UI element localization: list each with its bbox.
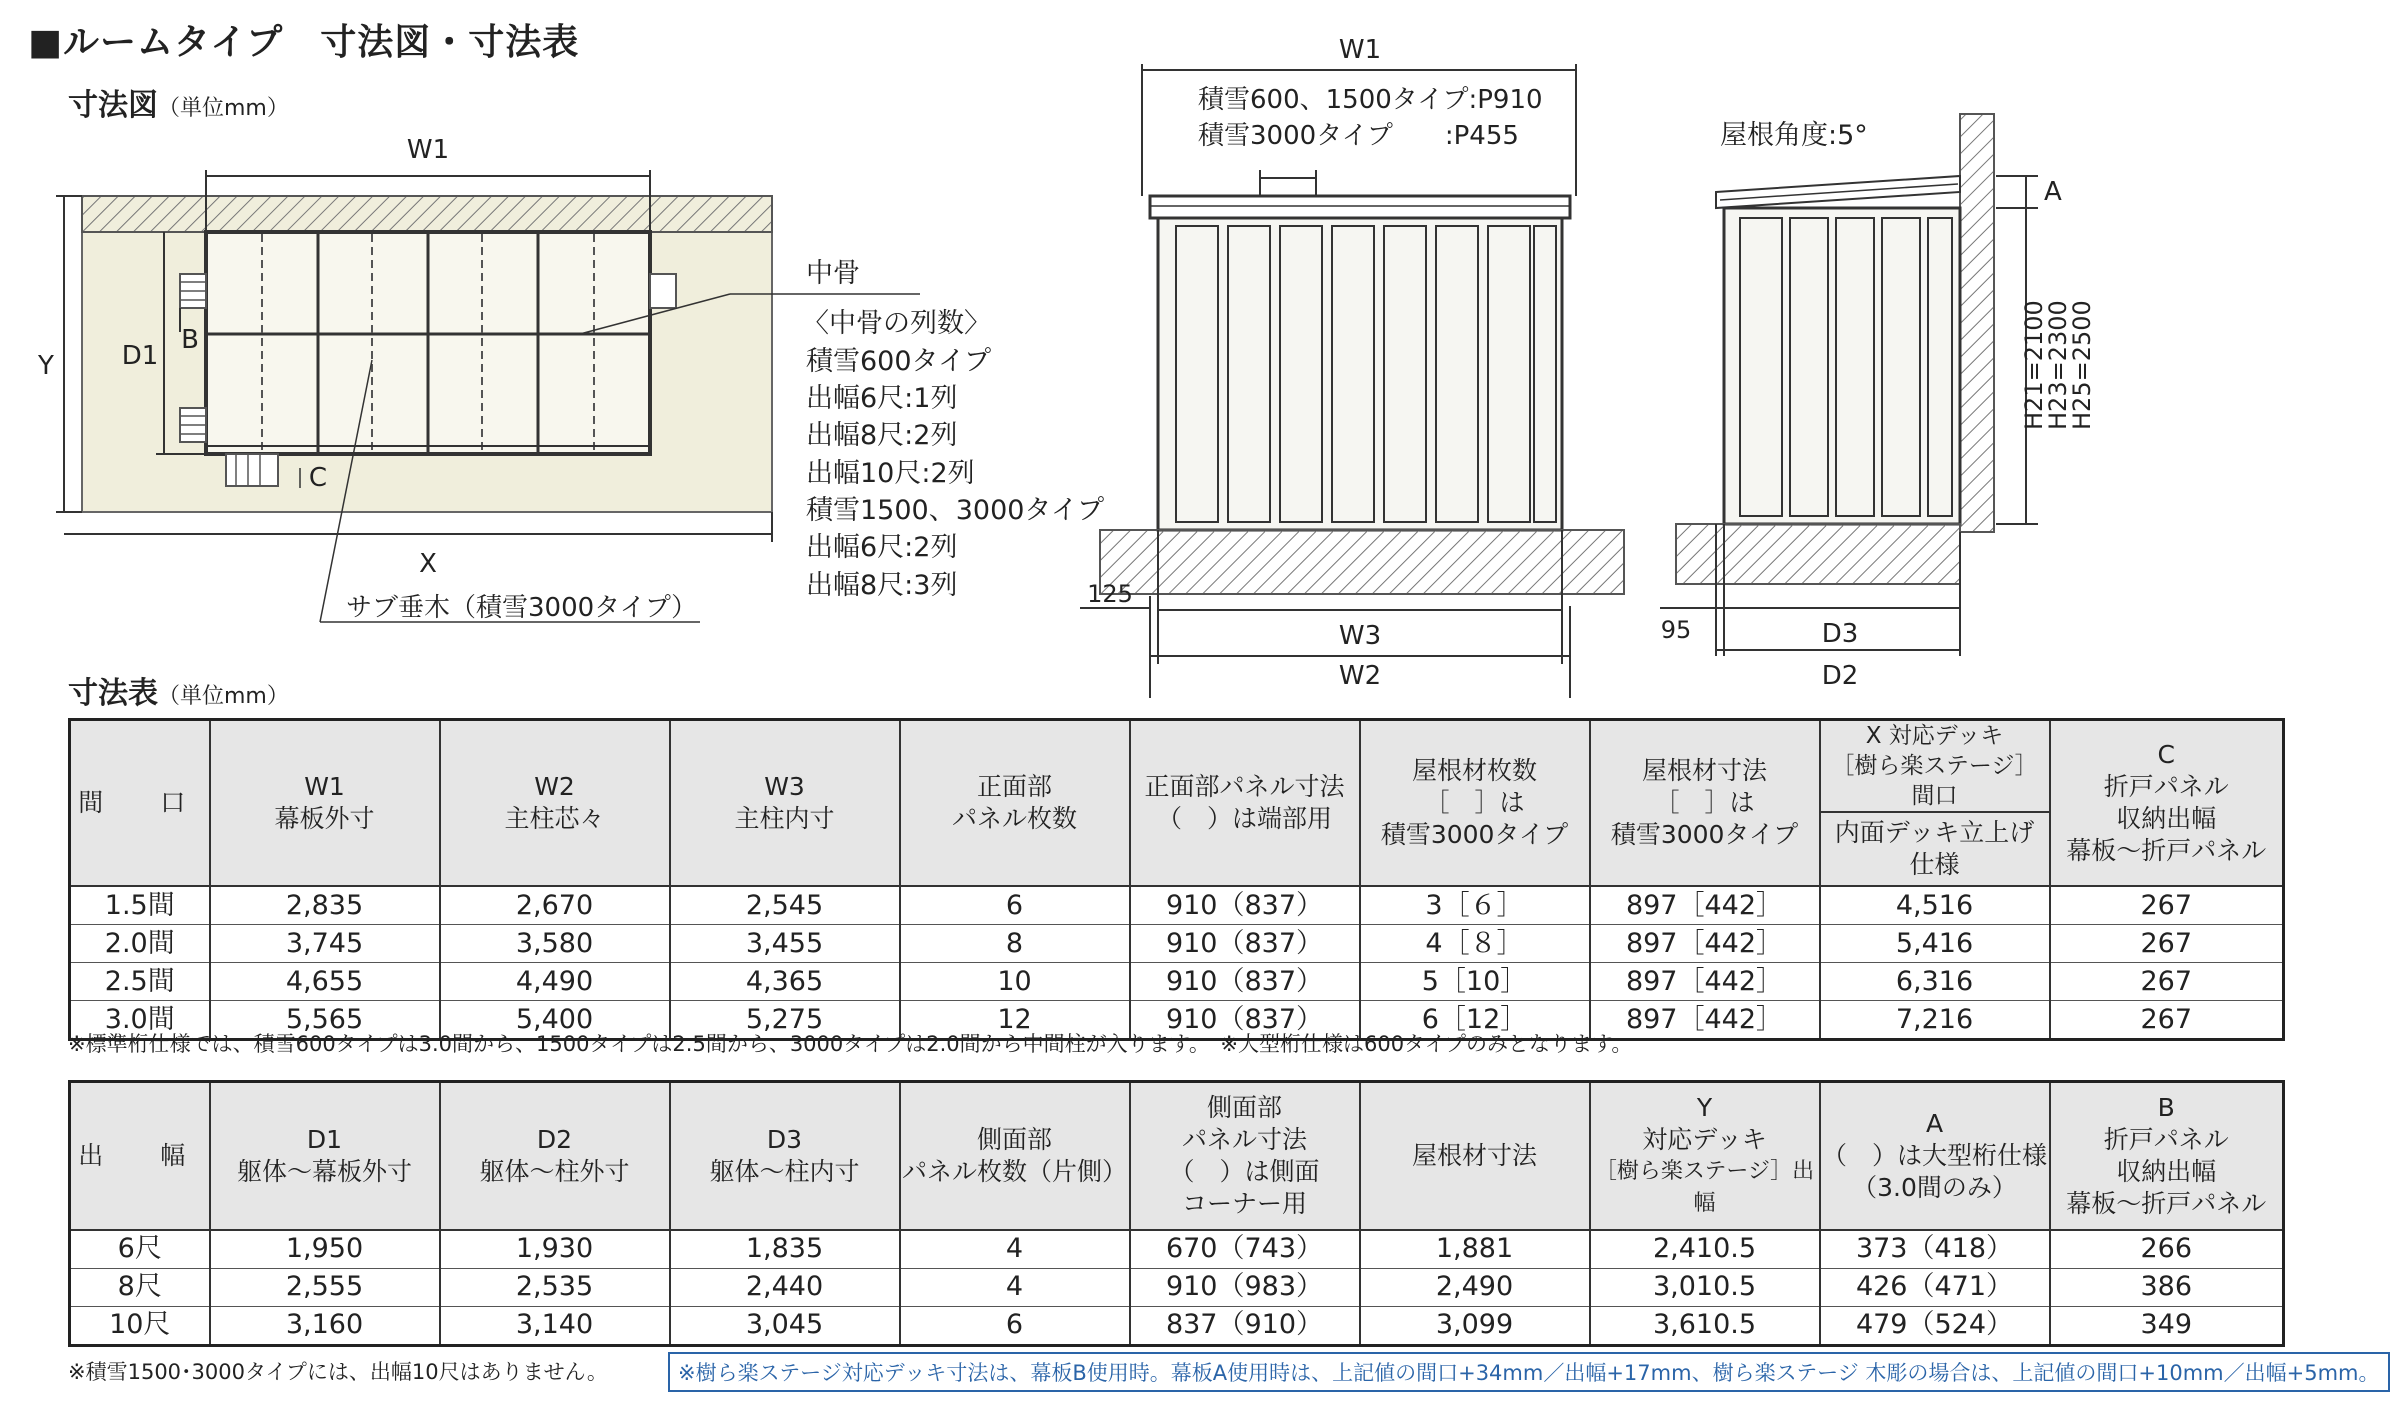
table-cell: 1,950 <box>210 1230 440 1269</box>
row-header-cell: 2.5間 <box>70 963 210 1001</box>
table-cell: 4,655 <box>210 963 440 1001</box>
t2-head-side-panel-size: 側面部 パネル寸法 （ ）は側面 コーナー用 <box>1130 1082 1360 1230</box>
t1-head-roof-size: 屋根材寸法 ［ ］は 積雪3000タイプ <box>1590 720 1820 887</box>
side-roof-angle-label: 屋根角度:5° <box>1720 120 1868 151</box>
table-cell: 897［442］ <box>1590 925 1820 963</box>
row-header-cell: 1.5間 <box>70 886 210 925</box>
t1-head-w2: W2 主柱芯々 <box>440 720 670 887</box>
table-row <box>70 1268 2284 1306</box>
table-cell: 3,010.5 <box>1590 1268 1820 1306</box>
frontage-dimension-table <box>68 718 2285 1041</box>
table-cell: 897［442］ <box>1590 886 1820 925</box>
side-h23-label: H23=2300 <box>2044 300 2072 430</box>
front-pitch-3000: 積雪3000タイプ :P455 <box>1198 121 1519 151</box>
table-cell: 3,580 <box>440 925 670 963</box>
table-cell: 2,670 <box>440 886 670 925</box>
plan-note: 〈中骨の列数〉 <box>802 308 991 339</box>
table-cell: 4,490 <box>440 963 670 1001</box>
table-cell: 4［８］ <box>1360 925 1590 963</box>
table-cell: 910（983） <box>1130 1268 1360 1306</box>
plan-note: 出幅10尺:2列 <box>806 458 975 489</box>
table-cell: 3,160 <box>210 1306 440 1345</box>
table1-footnote: ※標準桁仕様では、積雪600タイプは3.0間から、1500タイプは2.5間から、3000タイプは2.0間から中間柱が入ります。 ※大型桁仕様は600タイプのみとなります。 <box>68 1032 1633 1056</box>
t2-head-projection: 出 幅 <box>70 1082 210 1230</box>
row-header-cell: 10尺 <box>70 1306 210 1345</box>
front-w3-label: W3 <box>1338 621 1382 651</box>
front-w2-label: W2 <box>1338 661 1382 691</box>
table-cell: 5,565 <box>210 1001 440 1040</box>
table-cell: 910（837） <box>1130 1001 1360 1040</box>
table-cell: 2,410.5 <box>1590 1230 1820 1269</box>
t1-head-c: C 折戸パネル 収納出幅 幕板～折戸パネル <box>2050 720 2284 887</box>
table-cell: 897［442］ <box>1590 963 1820 1001</box>
plan-note: 出幅8尺:2列 <box>806 420 958 451</box>
row-header-cell: 3.0間 <box>70 1001 210 1040</box>
table-cell: 4,516 <box>1820 886 2050 925</box>
table-cell: 1,881 <box>1360 1230 1590 1269</box>
table-cell: 479（524） <box>1820 1306 2050 1345</box>
t1-head-w1: W1 幕板外寸 <box>210 720 440 887</box>
table-cell: 910（837） <box>1130 925 1360 963</box>
table-unit: （単位mm） <box>158 684 289 709</box>
plan-view-diagram <box>0 110 1105 650</box>
row-header-cell: 6尺 <box>70 1230 210 1269</box>
table-cell: 6 <box>900 886 1130 925</box>
front-offset-label: 125 <box>1087 580 1133 608</box>
table-cell: 7,216 <box>1820 1001 2050 1040</box>
table-row <box>70 1230 2284 1269</box>
table-cell: 3［６］ <box>1360 886 1590 925</box>
table-cell: 5,416 <box>1820 925 2050 963</box>
table-cell: 266 <box>2050 1230 2284 1269</box>
table-cell: 2,835 <box>210 886 440 925</box>
table-cell: 1,835 <box>670 1230 900 1269</box>
table-cell: 4 <box>900 1268 1130 1306</box>
table-cell: 3,745 <box>210 925 440 963</box>
table-cell: 3,610.5 <box>1590 1306 1820 1345</box>
side-wall <box>1960 114 1994 532</box>
table-cell: 6 <box>900 1306 1130 1345</box>
t2-head-roof-size: 屋根材寸法 <box>1360 1082 1590 1230</box>
table-cell: 5,400 <box>440 1001 670 1040</box>
projection-dimension-table <box>68 1080 2285 1347</box>
table-cell: 267 <box>2050 963 2284 1001</box>
plan-y-label: Y <box>38 351 54 381</box>
front-roof <box>1150 196 1570 218</box>
table-cell: 670（743） <box>1130 1230 1360 1269</box>
table-cell: 3,140 <box>440 1306 670 1345</box>
front-view-diagram <box>1080 20 1640 700</box>
table-cell: 4 <box>900 1230 1130 1269</box>
t1-head-front-panel-size: 正面部パネル寸法 （ ）は端部用 <box>1130 720 1360 887</box>
table-cell: 1,930 <box>440 1230 670 1269</box>
t2-head-d3: D3 躯体～柱内寸 <box>670 1082 900 1230</box>
table-cell: 3,099 <box>1360 1306 1590 1345</box>
table-section-label <box>68 668 289 712</box>
plan-b-label: B <box>181 325 199 355</box>
plan-x-label: X <box>419 549 437 579</box>
table-cell: 349 <box>2050 1306 2284 1345</box>
table-cell: 2,555 <box>210 1268 440 1306</box>
t1-head-w3: W3 主柱内寸 <box>670 720 900 887</box>
plan-note: 積雪1500、3000タイプ <box>806 495 1105 526</box>
plan-note: 出幅8尺:3列 <box>806 570 958 601</box>
t2-head-d2: D2 躯体～柱外寸 <box>440 1082 670 1230</box>
table2-footnote: ※積雪1500･3000タイプには、出幅10尺はありません。 <box>68 1360 608 1384</box>
table-cell: 2,490 <box>1360 1268 1590 1306</box>
deck-footnote-box: ※樹ら楽ステージ対応デッキ寸法は、幕板B使用時。幕板A使用時は、上記値の間口+34mm／出幅+17mm、樹ら楽ステージ 木彫の場合は、上記値の間口+10mm／出幅+5mm。 <box>668 1352 2390 1392</box>
t1-head-frontage: 間 口 <box>70 720 210 887</box>
table-cell: 10 <box>900 963 1130 1001</box>
t2-head-d1: D1 躯体～幕板外寸 <box>210 1082 440 1230</box>
table-cell: 4,365 <box>670 963 900 1001</box>
table-cell: 8 <box>900 925 1130 963</box>
t1-head-x-bottom: 内面デッキ立上げ 仕様 <box>1820 812 2050 886</box>
t2-head-side-panels: 側面部 パネル枚数（片側） <box>900 1082 1130 1230</box>
table-cell: 3,455 <box>670 925 900 963</box>
t1-head-x-top: X 対応デッキ ［樹ら楽ステージ］間口 <box>1820 720 2050 813</box>
side-offset-label: 95 <box>1660 616 1692 644</box>
t2-head-b: B 折戸パネル 収納出幅 幕板～折戸パネル <box>2050 1082 2284 1230</box>
row-header-cell: 8尺 <box>70 1268 210 1306</box>
plan-note: 出幅6尺:2列 <box>806 532 958 563</box>
plan-c-label: C <box>308 463 328 493</box>
front-pitch-600: 積雪600、1500タイプ:P910 <box>1198 85 1543 115</box>
page-title: ■ルームタイプ 寸法図・寸法表 <box>28 22 580 63</box>
table-label: 寸法表 <box>68 676 158 711</box>
table-cell: 2,535 <box>440 1268 670 1306</box>
table-cell: 897［442］ <box>1590 1001 1820 1040</box>
side-h25-label: H25=2500 <box>2068 300 2096 430</box>
t1-head-roof-count: 屋根材枚数 ［ ］は 積雪3000タイプ <box>1360 720 1590 887</box>
t1-head-front-panels: 正面部 パネル枚数 <box>900 720 1130 887</box>
t2-head-a: A （ ）は大型桁仕様 （3.0間のみ） <box>1820 1082 2050 1230</box>
side-d2-label: D2 <box>1821 661 1859 691</box>
table-cell: 6,316 <box>1820 963 2050 1001</box>
table-row <box>70 963 2284 1001</box>
table-cell: 2,440 <box>670 1268 900 1306</box>
diagram-unit: （単位mm） <box>158 96 289 121</box>
plan-notes <box>802 258 1104 601</box>
table-cell: 6［12］ <box>1360 1001 1590 1040</box>
front-w1-label: W1 <box>1338 35 1382 65</box>
row-header-cell: 2.0間 <box>70 925 210 963</box>
front-ground <box>1100 530 1624 594</box>
side-d3-label: D3 <box>1821 619 1859 649</box>
table-cell: 386 <box>2050 1268 2284 1306</box>
plan-note: 中骨 <box>806 258 860 289</box>
table-cell: 267 <box>2050 925 2284 963</box>
table-cell: 12 <box>900 1001 1130 1040</box>
side-ground <box>1676 524 1960 584</box>
table-cell: 426（471） <box>1820 1268 2050 1306</box>
t2-head-y: Y 対応デッキ ［樹ら楽ステージ］出幅 <box>1590 1082 1820 1230</box>
plan-note: 出幅6尺:1列 <box>806 383 958 414</box>
side-view-diagram <box>1640 100 2096 700</box>
table-cell: 5,275 <box>670 1001 900 1040</box>
table-cell: 910（837） <box>1130 963 1360 1001</box>
table-cell: 5［10］ <box>1360 963 1590 1001</box>
side-a-label: A <box>2044 177 2062 207</box>
table-row <box>70 886 2284 925</box>
diagram-label: 寸法図 <box>68 88 158 123</box>
table-row <box>70 925 2284 963</box>
table-cell: 910（837） <box>1130 886 1360 925</box>
table-cell: 267 <box>2050 886 2284 925</box>
side-h21-label: H21=2100 <box>2020 300 2048 430</box>
plan-note: 積雪600タイプ <box>806 346 992 377</box>
table-cell: 373（418） <box>1820 1230 2050 1269</box>
side-body <box>1724 208 1960 524</box>
table-cell: 267 <box>2050 1001 2284 1040</box>
plan-wall <box>82 196 772 232</box>
table-cell: 837（910） <box>1130 1306 1360 1345</box>
plan-w1-label: W1 <box>406 135 450 165</box>
table-row <box>70 1306 2284 1345</box>
plan-d1-label: D1 <box>121 341 159 371</box>
table-cell: 3,045 <box>670 1306 900 1345</box>
table-cell: 2,545 <box>670 886 900 925</box>
plan-sub-rafter-label: サブ垂木（積雪3000タイプ） <box>346 593 698 623</box>
